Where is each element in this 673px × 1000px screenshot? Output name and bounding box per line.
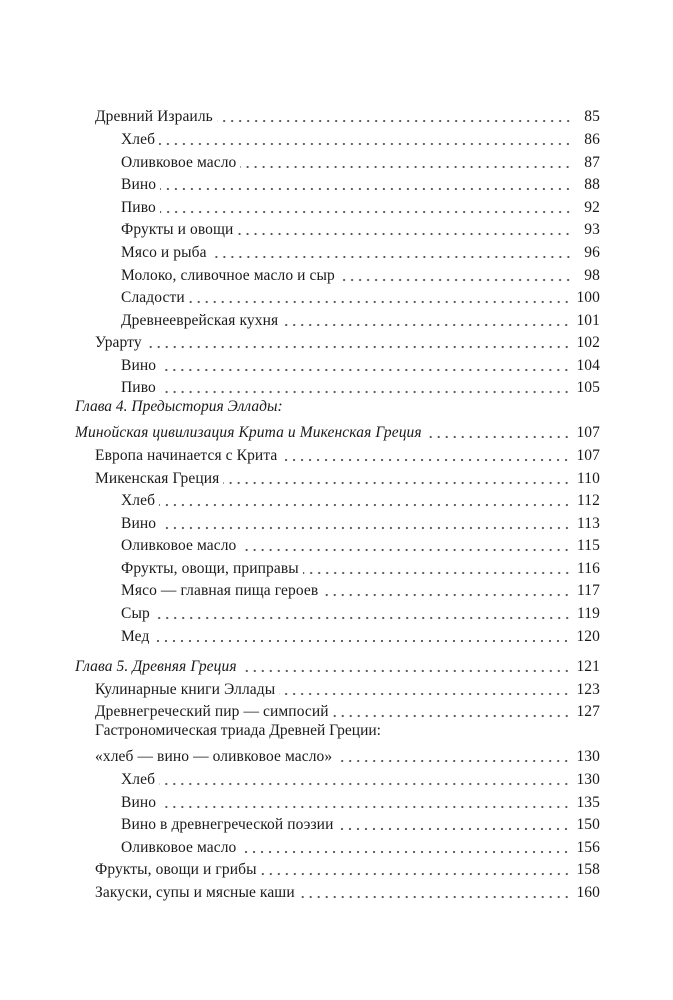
- chapter-4-heading: Глава 4. Предыстория Эллады:: [75, 398, 283, 415]
- toc-entry-title: Пиво: [121, 199, 160, 217]
- toc-entry-title: Хлеб: [121, 771, 159, 789]
- dot-leader: [303, 571, 571, 575]
- toc-entry-title: Мясо и рыба: [121, 244, 211, 262]
- dot-leader: [339, 278, 572, 282]
- toc-entry-title: Пиво: [121, 379, 160, 397]
- toc-entry[interactable]: [121, 150, 600, 172]
- toc-entry[interactable]: [95, 330, 600, 352]
- toc-entry-page: 135: [576, 794, 600, 811]
- toc-entry[interactable]: [121, 601, 600, 623]
- toc-entry[interactable]: [121, 375, 600, 397]
- dot-leader: [322, 593, 571, 597]
- toc-entry[interactable]: [121, 790, 600, 812]
- toc-entry-title: Глава 5. Древняя Греция: [75, 658, 241, 676]
- toc-entry[interactable]: [95, 466, 600, 488]
- toc-entry[interactable]: [121, 624, 600, 646]
- dot-leader: [336, 759, 570, 763]
- toc-entry[interactable]: [95, 880, 600, 902]
- toc-entry-page: 107: [576, 424, 600, 441]
- dot-leader: [240, 548, 571, 552]
- toc-entry[interactable]: [121, 285, 600, 307]
- dot-leader: [160, 187, 572, 191]
- toc-entry-title: Урарту: [95, 334, 146, 352]
- toc-entry-page: 96: [584, 244, 600, 261]
- toc-entry[interactable]: [121, 533, 600, 555]
- toc-entry-page: 92: [584, 199, 600, 216]
- toc-entry-title: Хлеб: [121, 492, 159, 510]
- toc-entry-title: Древнегреческий пир — симпосий: [95, 703, 333, 721]
- toc-entry-page: 127: [576, 703, 600, 720]
- toc-entry[interactable]: [95, 104, 600, 126]
- toc-entry[interactable]: [121, 217, 600, 239]
- toc-entry-title: Вино: [121, 794, 160, 812]
- toc-entry-page: 104: [576, 357, 600, 374]
- dot-leader: [426, 435, 571, 439]
- toc-entry-page: 116: [577, 560, 600, 577]
- toc-entry[interactable]: [121, 812, 600, 834]
- toc-entry-page: 101: [576, 312, 600, 329]
- toc-entry[interactable]: [121, 767, 600, 789]
- toc-entry-page: 93: [584, 221, 600, 238]
- dot-leader: [223, 481, 571, 485]
- toc-entry-title: Молоко, сливочное масло и сыр: [121, 267, 339, 285]
- toc-entry-page: 110: [577, 470, 600, 487]
- dot-leader: [299, 895, 571, 899]
- toc-entry-title: Мед: [121, 628, 153, 646]
- dot-leader: [159, 503, 571, 507]
- toc-entry-title: Мясо — главная пища героев: [121, 582, 322, 600]
- toc-entry[interactable]: [121, 511, 600, 533]
- dot-leader: [160, 805, 570, 809]
- dot-leader: [159, 142, 572, 146]
- dot-leader: [240, 165, 572, 169]
- toc-entry[interactable]: [121, 353, 600, 375]
- toc-entry-chapter[interactable]: [75, 654, 600, 676]
- toc-entry-page: 130: [576, 748, 600, 765]
- toc-entry-title: Вино: [121, 515, 160, 533]
- dot-leader: [279, 692, 570, 696]
- toc-entry-page: 117: [577, 582, 600, 599]
- toc-entry-title: Фрукты, овощи, приправы: [121, 560, 303, 578]
- toc-entry-page: 130: [576, 771, 600, 788]
- toc-entry-page: 150: [576, 816, 600, 833]
- toc-entry[interactable]: [121, 263, 600, 285]
- toc-entry[interactable]: [121, 308, 600, 330]
- toc-entry[interactable]: [121, 240, 600, 262]
- dot-leader: [217, 119, 572, 123]
- toc-entry[interactable]: [95, 857, 600, 879]
- toc-entry-title: Вино в древнегреческой поэзии: [121, 816, 337, 834]
- toc-entry[interactable]: [95, 744, 600, 766]
- dot-leader: [237, 232, 572, 236]
- toc-entry-page: 113: [577, 515, 600, 532]
- toc-entry[interactable]: [121, 556, 600, 578]
- toc-entry-title: «хлеб — вино — оливковое масло»: [95, 748, 336, 766]
- toc-entry[interactable]: [121, 835, 600, 857]
- toc-entry-title: Оливковое масло: [121, 154, 240, 172]
- toc-entry-title: Сыр: [121, 605, 154, 623]
- toc-entry-title: Сладости: [121, 289, 189, 307]
- toc-entry-title: Оливковое масло: [121, 537, 240, 555]
- toc-entry-page: 85: [584, 108, 600, 125]
- dot-leader: [189, 300, 571, 304]
- dot-leader: [160, 526, 571, 530]
- toc-entry[interactable]: [95, 443, 600, 465]
- dot-leader: [160, 210, 572, 214]
- toc-entry-title: Фрукты, овощи и грибы: [95, 861, 261, 879]
- dot-leader: [154, 616, 571, 620]
- toc-entry-title: Минойская цивилизация Крита и Микенская Греция: [75, 424, 426, 442]
- toc-entry-page: 158: [576, 861, 600, 878]
- toc-entry-title: Микенская Греция: [95, 470, 223, 488]
- dot-leader: [153, 639, 570, 643]
- dot-leader: [241, 669, 571, 673]
- toc-entry-page: 156: [576, 839, 600, 856]
- toc-entry-page: 105: [576, 379, 600, 396]
- toc-entry-title: Вино: [121, 176, 160, 194]
- toc-entry-page: 120: [576, 628, 600, 645]
- toc-entry-title: Фрукты и овощи: [121, 221, 237, 239]
- toc-entry-page: 86: [584, 131, 600, 148]
- toc-entry-title: Закуски, супы и мясные каши: [95, 884, 299, 902]
- toc-entry-page: 107: [576, 447, 600, 464]
- toc-entry-page: 88: [584, 176, 600, 193]
- toc-entry-page: 102: [576, 334, 600, 351]
- dot-leader: [261, 872, 571, 876]
- toc-entry-title: Вино: [121, 357, 160, 375]
- toc-entry-page: 119: [577, 605, 600, 622]
- dot-leader: [159, 782, 570, 786]
- toc-entry-title: Кулинарные книги Эллады: [95, 681, 279, 699]
- dot-leader: [333, 714, 571, 718]
- toc-entry[interactable]: [121, 172, 600, 194]
- toc-entry-page: 112: [577, 492, 600, 509]
- toc-entry-page: 123: [576, 681, 600, 698]
- toc-entry-page: 98: [584, 267, 600, 284]
- toc-entry-page: 115: [577, 537, 600, 554]
- toc-entry-title: Древний Израиль: [95, 108, 217, 126]
- dot-leader: [240, 850, 570, 854]
- toc-entry-title: Оливковое масло: [121, 839, 240, 857]
- toc-entry-title: Древнееврейская кухня: [121, 312, 282, 330]
- toc-entry[interactable]: [121, 488, 600, 510]
- toc-entry-title: Хлеб: [121, 131, 159, 149]
- toc-entry-page: 160: [576, 884, 600, 901]
- dot-leader: [146, 345, 571, 349]
- toc-entry-title: Европа начинается с Крита: [95, 447, 281, 465]
- dot-leader: [160, 368, 570, 372]
- dot-leader: [160, 390, 571, 394]
- toc-entry[interactable]: [95, 677, 600, 699]
- triad-heading: Гастрономическая триада Древней Греции:: [95, 722, 381, 739]
- dot-leader: [282, 323, 570, 327]
- toc-entry[interactable]: [121, 195, 600, 217]
- toc-entry-page: 121: [576, 658, 600, 675]
- toc-entry-page: 87: [584, 154, 600, 171]
- dot-leader: [211, 255, 572, 259]
- dot-leader: [337, 827, 570, 831]
- toc-entry-chapter[interactable]: [75, 420, 600, 442]
- toc-entry[interactable]: [121, 127, 600, 149]
- dot-leader: [281, 458, 570, 462]
- toc-entry[interactable]: [121, 578, 600, 600]
- toc-entry[interactable]: [95, 699, 600, 721]
- toc-entry-page: 100: [576, 289, 600, 306]
